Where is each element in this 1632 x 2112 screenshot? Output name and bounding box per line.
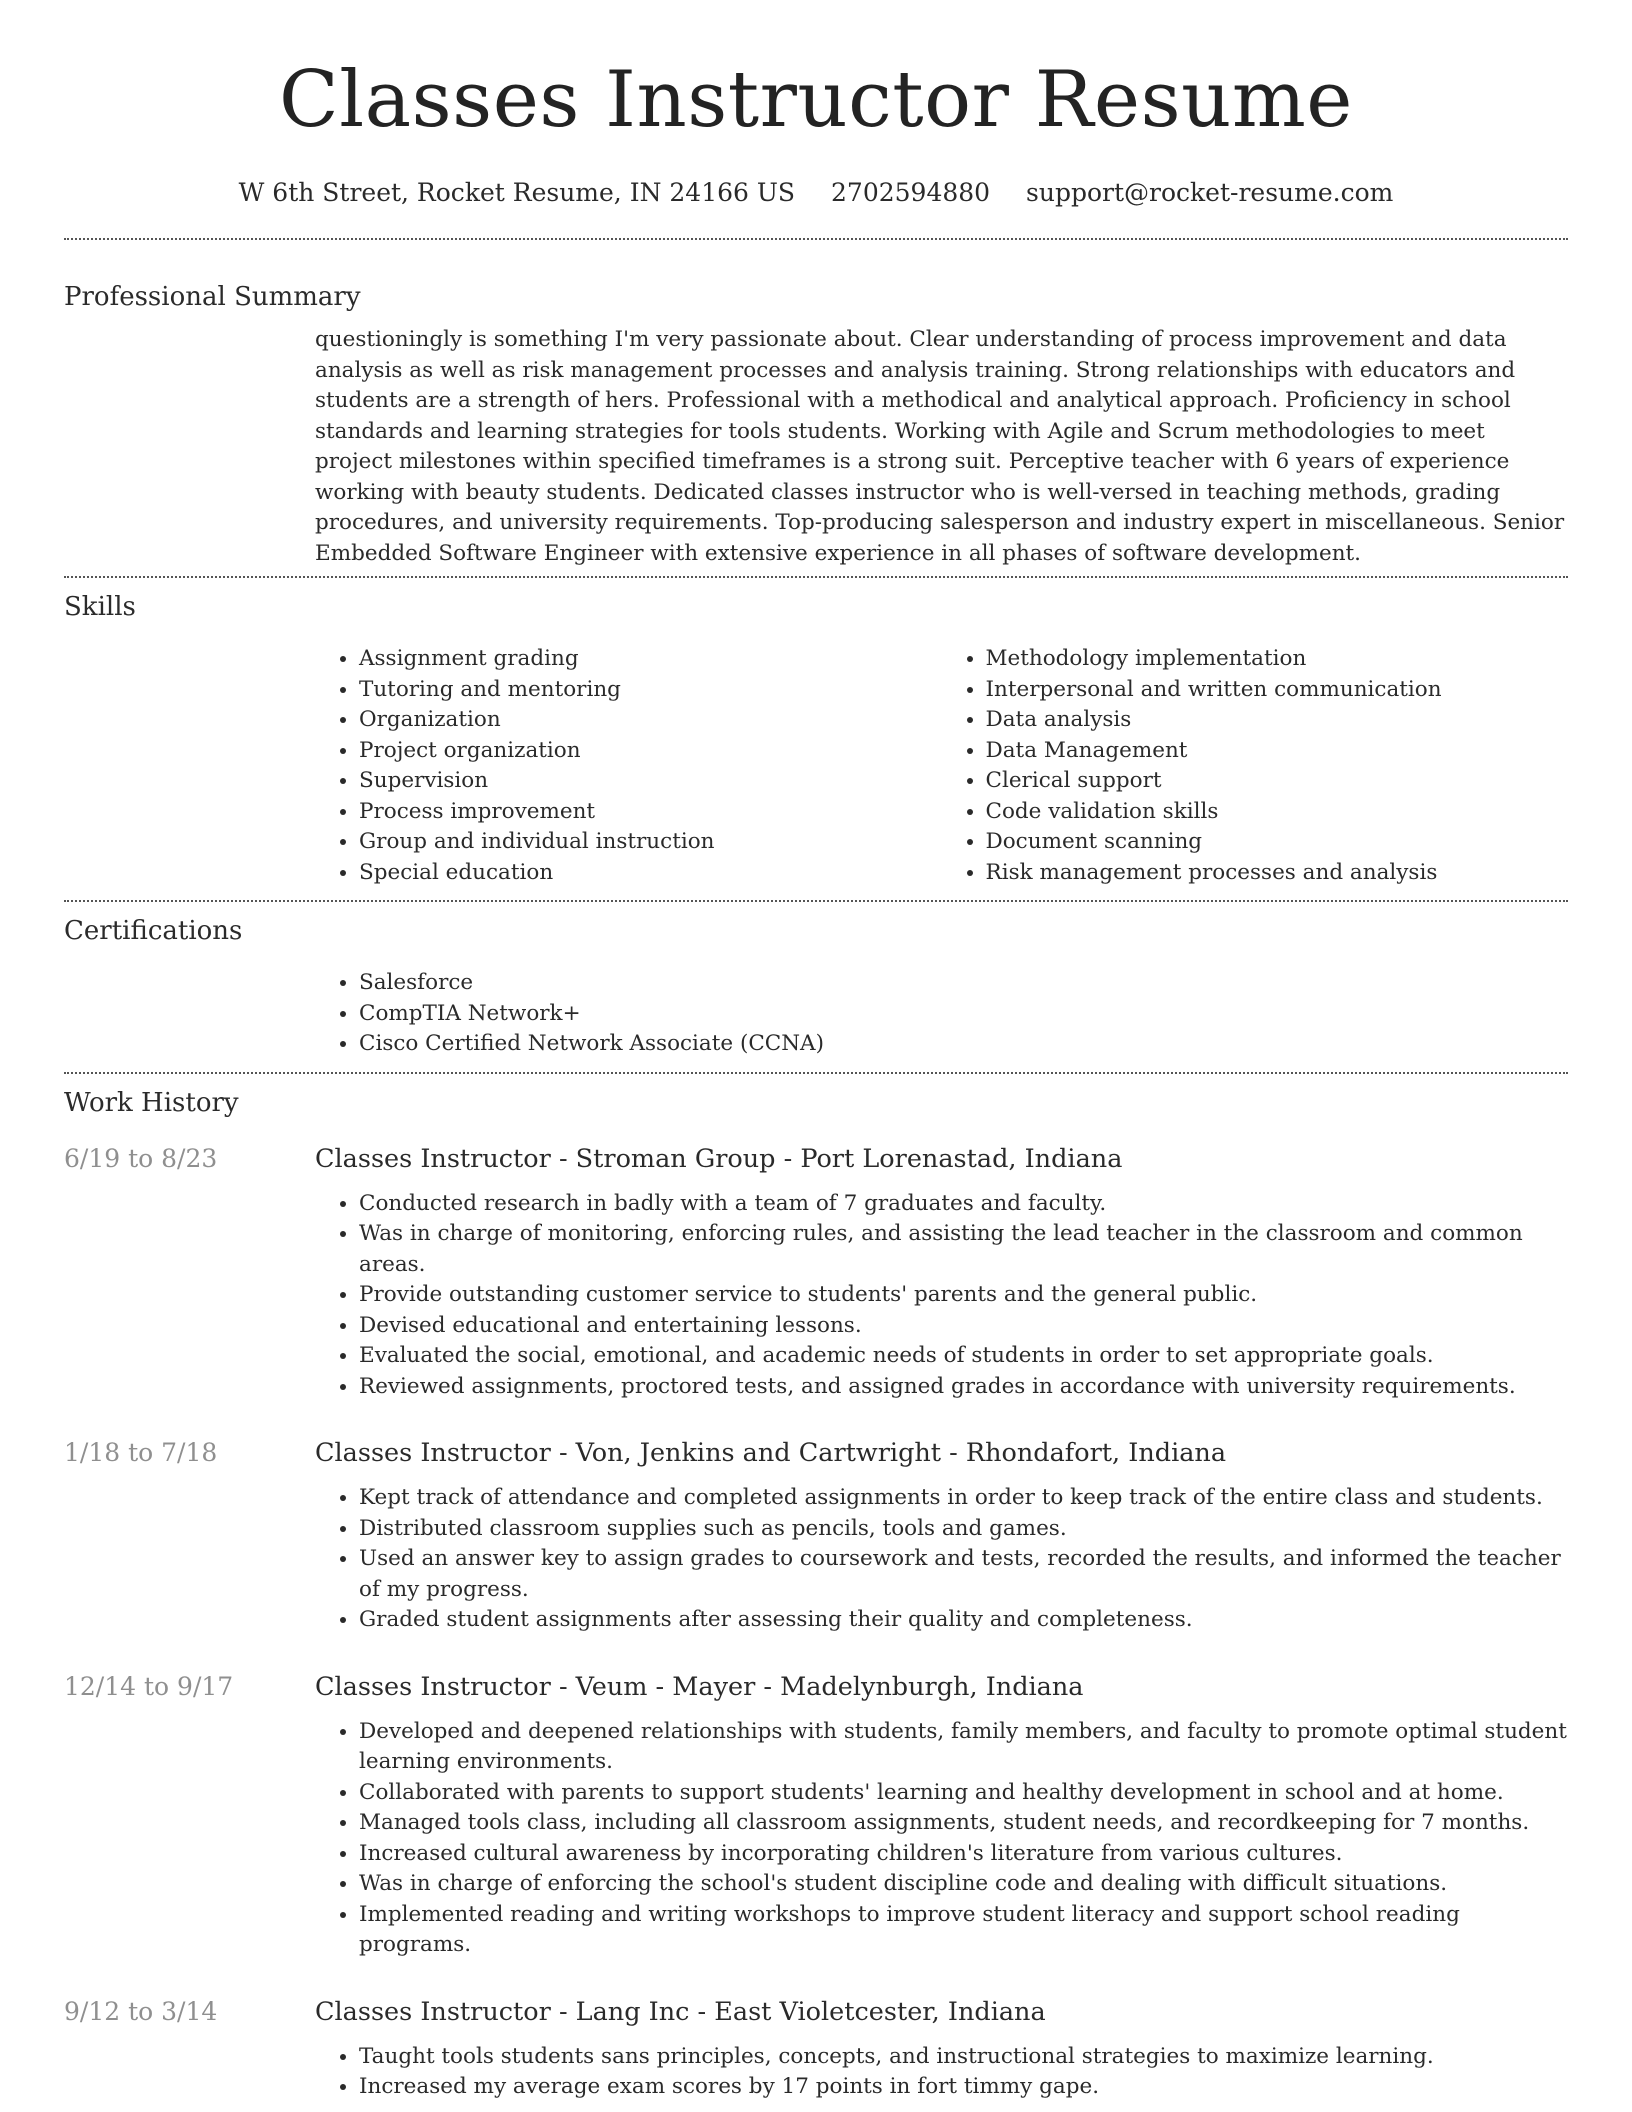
job-title: Classes Instructor - Veum - Mayer - Madelynburgh, Indiana [315,1671,1084,1702]
job-bullets [315,1717,1568,1961]
job-duty: • Devised educational and entertaining lessons. [359,1311,1568,1342]
skill-item: • Document scanning [986,827,1569,858]
job-duty: • Increased cultural awareness by incorporating children's literature from various cultures. [359,1839,1568,1870]
skill-item: • Supervision [359,766,942,797]
skill-item: • Data Management [986,736,1569,767]
skill-item: • Assignment grading [359,644,942,675]
job-entry [64,1436,1568,1636]
job-dates: 9/12 to 3/14 [64,1996,218,2026]
job-dates: 1/18 to 7/18 [64,1438,218,1467]
job-entry [64,1142,1568,1403]
skills-section [315,644,1568,888]
job-duties-list [315,2042,1568,2103]
job-duty: • Was in charge of enforcing the school's student discipline code and dealing with difficult situations. [359,1869,1568,1900]
job-bullets [315,1483,1568,1636]
skill-item: • Organization [359,705,942,736]
job-duty: • Used an answer key to assign grades to coursework and tests, recorded the results, and informed the teacher of my progress. [359,1544,1568,1605]
divider [64,1072,1568,1074]
job-dates: 6/19 to 8/23 [64,1143,218,1173]
skills-list-right [942,644,1569,888]
job-duty: • Implemented reading and writing workshops to improve student literacy and support school reading programs. [359,1900,1568,1961]
job-header [64,1670,1568,1704]
job-duty: • Graded student assignments after assessing their quality and completeness. [359,1605,1568,1636]
job-duty: • Was in charge of monitoring, enforcing rules, and assisting the lead teacher in the classroom and common areas. [359,1219,1568,1280]
certification-item: • CompTIA Network+ [359,999,1568,1030]
skill-item: • Risk management processes and analysis [986,858,1569,889]
section-title-skills: Skills [64,592,136,622]
job-duty: • Increased my average exam scores by 17 points in fort timmy gape. [359,2072,1568,2103]
job-title: Classes Instructor - Von, Jenkins and Cartwright - Rhondafort, Indiana [315,1438,1227,1468]
job-header [64,1436,1568,1470]
job-bullets [315,2042,1568,2103]
skill-item: • Code validation skills [986,797,1569,828]
job-duty: • Kept track of attendance and completed assignments in order to keep track of the entire class and students. [359,1483,1568,1514]
divider [64,238,1568,240]
job-duties-list [315,1717,1568,1961]
divider [64,576,1568,578]
job-title: Classes Instructor - Lang Inc - East Violetcester, Indiana [315,1996,1046,2027]
job-duties-list [315,1189,1568,1403]
section-title-summary: Professional Summary [64,282,361,312]
section-title-work-history: Work History [64,1087,239,1118]
job-header [64,1142,1568,1176]
skill-item: • Tutoring and mentoring [359,675,942,706]
skill-item: • Project organization [359,736,942,767]
job-duty: • Developed and deepened relationships with students, family members, and faculty to promote optimal student learning environments. [359,1717,1568,1778]
contact-phone: 2702594880 [831,178,991,207]
resume-title: Classes Instructor Resume [279,55,1353,145]
job-dates: 12/14 to 9/17 [64,1671,234,1701]
resume-page [64,0,1568,2103]
certification-item: • Salesforce [359,968,1568,999]
summary-text: questioningly is something I'm very passionate about. Clear understanding of process improvement and data analysis as well as risk management processes and analysis training. Strong relationships with educators and students are a strength of hers. Professional with a methodical and analytical approach. Proficiency in school standards and learning strategies for tools students. Working with Agile and Scrum methodologies to meet project milestones within specified timeframes is a strong suit. Perceptive teacher with 6 years of experience working with beauty students. Dedicated classes instructor who is well-versed in teaching methods, grading procedures, and university requirements. Top-producing salesperson and industry expert in miscellaneous. Senior Embedded Software Engineer with extensive experience in all phases of software development. [315,327,1565,566]
job-entry [64,1995,1568,2103]
job-header [64,1995,1568,2029]
contact-line [64,176,1568,210]
job-duties-list [315,1483,1568,1636]
job-duty: • Managed tools class, including all classroom assignments, student needs, and recordkeeping for 7 months. [359,1808,1568,1839]
contact-address: W 6th Street, Rocket Resume, IN 24166 US [238,178,796,207]
job-duty: • Provide outstanding customer service to students' parents and the general public. [359,1280,1568,1311]
skill-item: • Special education [359,858,942,889]
job-duty: • Taught tools students sans principles, concepts, and instructional strategies to maximize learning. [359,2042,1568,2073]
job-duty: • Distributed classroom supplies such as pencils, tools and games. [359,1514,1568,1545]
job-duty: • Conducted research in badly with a team of 7 graduates and faculty. [359,1189,1568,1220]
job-bullets [315,1189,1568,1403]
skill-item: • Clerical support [986,766,1569,797]
job-entry [64,1670,1568,1961]
contact-email: support@rocket-resume.com [1026,178,1394,207]
certifications-section [315,968,1568,1060]
job-duty: • Collaborated with parents to support students' learning and healthy development in school and at home. [359,1778,1568,1809]
skill-item: • Group and individual instruction [359,827,942,858]
skills-list-left [315,644,942,888]
skill-item: • Interpersonal and written communication [986,675,1569,706]
divider [64,900,1568,902]
skill-item: • Data analysis [986,705,1569,736]
job-duty: • Reviewed assignments, proctored tests, and assigned grades in accordance with university requirements. [359,1372,1568,1403]
job-title: Classes Instructor - Stroman Group - Port Lorenastad, Indiana [315,1143,1123,1174]
skill-item: • Methodology implementation [986,644,1569,675]
skill-item: • Process improvement [359,797,942,828]
certifications-list [315,968,1568,1060]
job-duty: • Evaluated the social, emotional, and academic needs of students in order to set appropriate goals. [359,1341,1568,1372]
summary-section [315,325,1568,569]
certification-item: • Cisco Certified Network Associate (CCNA) [359,1029,1568,1060]
section-title-certifications: Certifications [64,916,243,946]
